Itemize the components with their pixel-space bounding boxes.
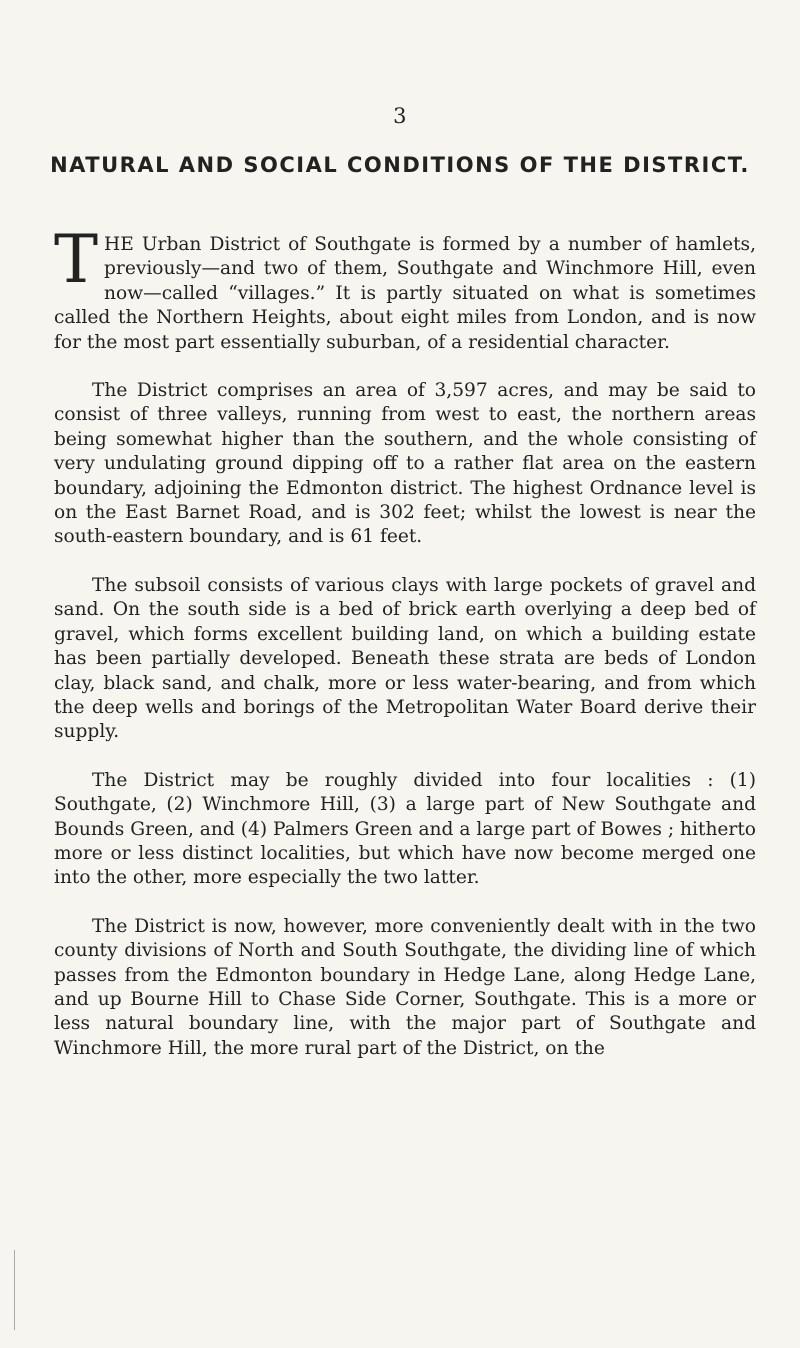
margin-rule <box>14 1250 15 1330</box>
paragraph-4: The District may be roughly divided into four localities : (1) Southgate, (2) Winchmore Hill, (3) a large part of New Southgate and Bounds Green, and (4) Palmers Green and a large part of Bowes ; hitherto more or less distinct localities, but which have now become merged one into the other, more especially the two latter. <box>54 769 756 889</box>
paragraph-2: The District comprises an area of 3,597 acres, and may be said to consist of three valleys, running from west to east, the northern areas being somewhat higher than the southern, and the whole consisting of very undulating ground dipping off to a rather flat area on the eastern boundary, adjoining the Edmonton district. The highest Ordnance level is on the East Barnet Road, and is 302 feet; whilst the lowest is near the south-eastern boundary, and is 61 feet. <box>54 380 756 548</box>
section-heading: NATURAL AND SOCIAL CONDITIONS OF THE DISTRICT. <box>50 153 750 177</box>
paragraph-3: The subsoil consists of various clays with large pockets of gravel and sand. On the south side is a bed of brick earth overlying a deep bed of gravel, which forms excellent building land, on which a building estate has been partially developed. Beneath these strata are beds of London clay, black sand, and chalk, more or less water-bearing, and from which the deep wells and borings of the Metropolitan Water Board derive their supply. <box>54 574 756 743</box>
page-number: 3 <box>393 104 407 128</box>
paragraph-1 <box>54 221 756 355</box>
paragraph-1-text: HE Urban District of Southgate is formed by a number of hamlets, previously—and two of them, Southgate and Winchmore Hill, even now—called “villages.” It is partly situated on what is sometimes called the Northern Heights, about eight miles from London, and is now for the most part essentially suburban, of a residential character. <box>54 234 756 353</box>
paragraph-5: The District is now, however, more conveniently dealt with in the two county divisions of North and South Southgate, the dividing line of which passes from the Edmonton boundary in Hedge Lane, along Hedge Lane, and up Bourne Hill to Chase Side Corner, Southgate. This is a more or less natural boundary line, with the major part of Southgate and Winchmore Hill, the more rural part of the District, on the <box>54 915 756 1059</box>
drop-cap: T <box>54 221 99 298</box>
body-text <box>54 221 756 1085</box>
